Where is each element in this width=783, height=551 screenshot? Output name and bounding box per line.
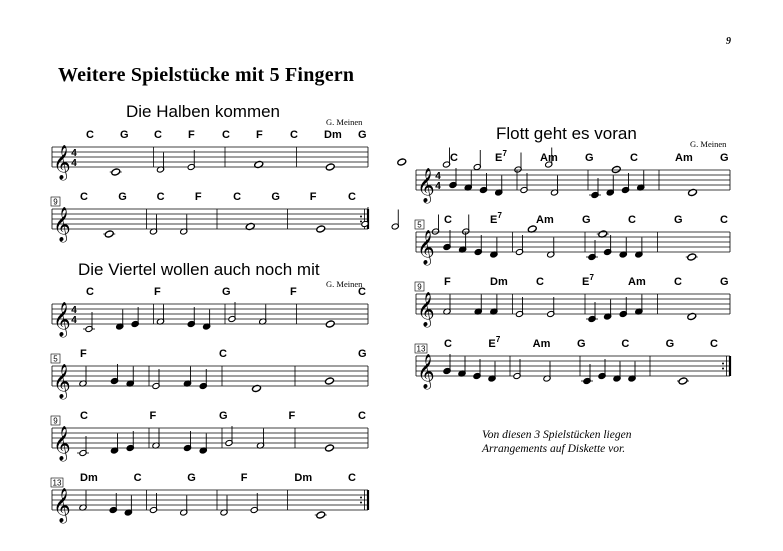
- chord-symbol: C: [348, 472, 356, 484]
- chord-symbol: C: [674, 276, 682, 288]
- treble-clef: 𝄞: [53, 489, 71, 522]
- chord-symbol: E: [582, 276, 590, 288]
- chord-symbol: C: [444, 338, 452, 350]
- chord-symbol: C: [86, 129, 94, 141]
- chord-superscript: 7: [497, 211, 502, 220]
- chord-symbol: Am: [532, 338, 551, 350]
- time-signature-bottom: 4: [71, 315, 77, 326]
- chord-symbol: Am: [675, 152, 693, 164]
- song-composer-halben: G. Meinen: [326, 117, 363, 127]
- chord-symbol: G: [585, 152, 594, 164]
- chord-symbol: C: [358, 286, 366, 298]
- treble-clef: 𝄞: [53, 146, 71, 179]
- time-signature-top: 4: [71, 148, 77, 159]
- chord-symbol: Am: [628, 276, 646, 288]
- chord-symbol: Dm: [80, 472, 98, 484]
- chord-symbol: C: [156, 191, 165, 203]
- chord-symbol: F: [256, 129, 263, 141]
- chord-symbol: G: [219, 410, 228, 422]
- song-composer-viertel: G. Meinen: [326, 279, 363, 289]
- chord-symbol: C: [536, 276, 544, 288]
- chord-symbol: F: [444, 276, 451, 288]
- chord-symbol: C: [621, 338, 630, 350]
- chord-symbol: F: [290, 286, 297, 298]
- chord-symbol: Dm: [324, 129, 342, 141]
- chord-symbol: F: [309, 191, 317, 203]
- chord-symbol: Dm: [490, 276, 508, 288]
- chord-symbol: C: [348, 191, 356, 203]
- song-title-halben: Die Halben kommen: [126, 102, 281, 121]
- chord-symbol: F: [288, 410, 296, 422]
- footnote-line: Von diesen 3 Spielstücken liegen: [482, 429, 632, 441]
- measure-number: 5: [53, 354, 58, 364]
- chord-symbol: C: [154, 129, 162, 141]
- measure-number: 9: [53, 197, 58, 207]
- chord-symbol: C: [133, 472, 142, 484]
- chord-symbol: G: [582, 214, 591, 226]
- chord-symbol: F: [240, 472, 248, 484]
- repeat-dot: [722, 368, 724, 370]
- chord-superscript: 7: [589, 273, 594, 282]
- measure-number: 9: [417, 282, 422, 292]
- chord-symbol: Am: [540, 152, 558, 164]
- chord-symbol: G: [222, 286, 231, 298]
- chord-symbol: G: [187, 472, 196, 484]
- chord-symbol: C: [450, 152, 458, 164]
- chord-symbol: C: [80, 410, 88, 422]
- treble-clef: 𝄞: [53, 427, 71, 460]
- page-heading: Weitere Spielstücke mit 5 Fingern: [58, 64, 355, 86]
- repeat-dot: [722, 363, 724, 365]
- chord-symbol: G: [674, 214, 683, 226]
- chord-symbol: Dm: [294, 472, 313, 484]
- chord-symbol: C: [80, 191, 88, 203]
- note-head: [678, 377, 688, 385]
- footnote-line: Arrangements auf Diskette vor.: [482, 443, 626, 455]
- chord-symbol: E: [490, 214, 498, 226]
- chord-symbol: C: [222, 129, 230, 141]
- chord-symbol: G: [577, 338, 586, 350]
- chord-symbol: G: [720, 152, 729, 164]
- treble-clef: 𝄞: [417, 231, 435, 264]
- chord-symbol: F: [194, 191, 202, 203]
- time-signature-bottom: 4: [71, 158, 77, 169]
- chord-superscript: 7: [495, 335, 501, 344]
- chord-symbol: G: [358, 129, 367, 141]
- chord-superscript: 7: [502, 149, 507, 158]
- time-signature-top: 4: [435, 171, 441, 182]
- chord-symbol: C: [444, 214, 452, 226]
- measure-number: 13: [416, 344, 426, 354]
- treble-clef: 𝄞: [53, 365, 71, 398]
- time-signature-bottom: 4: [435, 181, 441, 192]
- chord-symbol: F: [80, 348, 87, 360]
- chord-symbol: Am: [536, 214, 554, 226]
- page-number: 9: [726, 36, 731, 47]
- measure-number: 9: [53, 416, 58, 426]
- treble-clef: 𝄞: [53, 208, 71, 241]
- chord-symbol: F: [149, 410, 157, 422]
- chord-symbol: E: [488, 338, 496, 350]
- chord-symbol: C: [233, 191, 242, 203]
- chord-symbol: G: [358, 348, 367, 360]
- chord-symbol: E: [495, 152, 503, 164]
- footnote: [482, 428, 702, 456]
- measure-number: 5: [417, 220, 422, 230]
- chord-symbol: G: [665, 338, 675, 350]
- chord-symbol: C: [219, 348, 227, 360]
- chord-symbol: F: [188, 129, 195, 141]
- measure-number: 13: [52, 478, 62, 488]
- chord-symbol: C: [290, 129, 298, 141]
- chord-symbol: C: [86, 286, 94, 298]
- chord-symbol: C: [628, 214, 636, 226]
- time-signature-top: 4: [71, 305, 77, 316]
- treble-clef: 𝄞: [417, 169, 435, 202]
- chord-symbol: G: [120, 129, 129, 141]
- chord-symbol: C: [710, 338, 718, 350]
- treble-clef: 𝄞: [417, 293, 435, 326]
- chord-symbol: C: [720, 214, 728, 226]
- chord-symbol: C: [630, 152, 638, 164]
- treble-clef: 𝄞: [53, 303, 71, 336]
- chord-symbol: G: [118, 191, 127, 203]
- song-title-viertel: Die Viertel wollen auch noch mit: [78, 260, 320, 279]
- song-title-flott: Flott geht es voran: [496, 124, 637, 143]
- treble-clef: 𝄞: [417, 355, 435, 388]
- song-composer-flott: G. Meinen: [690, 139, 727, 149]
- chord-symbol: G: [271, 191, 280, 203]
- chord-symbol: G: [720, 276, 729, 288]
- chord-symbol: F: [154, 286, 161, 298]
- chord-symbol: C: [358, 410, 366, 422]
